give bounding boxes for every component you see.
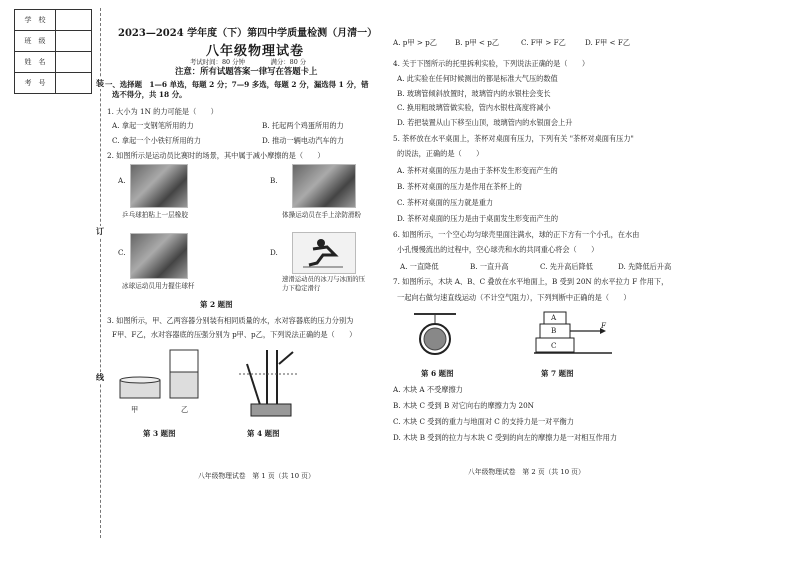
q3-option: D. F甲 < F乙 [585,38,631,47]
q4-option: B. 玻璃管倾斜放置时，玻璃管内的水银柱会变长 [397,89,551,98]
q7-option: D. 木块 B 受到的拉力与木块 C 受到的向左的摩擦力是一对相互作用力 [393,433,618,442]
q6-option: C. 先升高后降低 [540,262,593,271]
q6-sphere-figure [410,306,460,358]
q2-stem: 2. 如图所示是运动员比赛时的场景，其中属于减小摩擦的是（ ） [107,151,325,160]
q6-option: A. 一直降低 [400,262,439,271]
q7-option: B. 木块 C 受到 B 对它向右的摩擦力为 20N [393,401,534,410]
q2-letter: B. [270,176,278,185]
q5-option: A. 茶杯对桌面的压力是由于茶杯发生形变而产生的 [397,166,558,175]
q1-stem: 1. 大小为 1N 的力可能是（ ） [107,107,218,116]
q2-caption: 冰球运动员用力握住球杆 [122,282,195,290]
q1-option: A. 拿起一支钢笔所用的力 [112,121,194,130]
q7-figure-caption: 第 7 题图 [541,369,574,378]
q7-stem: 一起向右做匀速直线运动（不计空气阻力），下列判断中正确的是（ ） [397,293,631,302]
q2-photo-c [130,233,188,279]
q6-option: D. 先降低后升高 [618,262,672,271]
binding-char: 订 [96,226,104,236]
q4-torricelli-figure [237,344,307,420]
q1-option: D. 推动一辆电动汽车的力 [262,136,344,145]
exam-meta: 考试时间：80 分钟 满分：80 分 [190,58,307,66]
torricelli-apparatus-icon [237,344,307,420]
q4-stem: 4. 关于下图所示的托里拆利实验，下列说法正确的是（ ） [393,59,590,68]
q3-stem: 3. 如图所示，甲、乙两容器分别装有相同质量的水，水对容器底的压力分别为 [107,316,354,325]
q1-option: B. 托起两个鸡蛋所用的力 [262,121,344,130]
q5-option: D. 茶杯对桌面的压力是由于桌面发生形变而产生的 [397,214,559,223]
exam-title: 2023—2024 学年度（下）第四中学质量检测（月清一） [118,28,378,39]
student-info-table [14,9,92,94]
info-label: 班 级 [15,31,56,52]
section1-instructions: 一、选择题 1—6 单选，每题 2 分；7—9 多选，每题 2 分，漏选得 1 分，错 [105,80,369,89]
skater-icon [293,233,355,273]
info-field[interactable] [56,73,92,94]
page-footer-left: 八年级物理试卷 第 1 页（共 10 页） [198,472,315,480]
block-label: A [551,313,557,322]
binding-char: 装 [96,78,104,88]
q7-option: C. 木块 C 受到的重力与地面对 C 的支持力是一对平衡力 [393,417,574,426]
q2-caption: 速滑运动员的冰刀与冰面的压力下稳定滑行 [282,275,366,292]
q2-figure-caption: 第 2 题图 [200,300,233,309]
container-label: 乙 [181,405,189,414]
info-field[interactable] [56,52,92,73]
q2-photo-d [292,232,356,274]
info-label: 考 号 [15,73,56,94]
q2-letter: C. [118,248,126,257]
page-footer-right: 八年级物理试卷 第 2 页（共 10 页） [468,468,585,476]
info-field[interactable] [56,31,92,52]
section1-instructions: 选不得分，共 18 分。 [112,90,187,99]
block-label: C [551,341,557,350]
q2-caption: 体操运动员在手上涂防滑粉 [282,211,362,219]
q2-caption: 乒乓球拍粘上一层橡胶 [122,211,188,219]
q3-option: C. F甲 > F乙 [521,38,566,47]
info-label: 学 校 [15,10,56,31]
info-label: 姓 名 [15,52,56,73]
stacked-blocks-icon [534,306,614,358]
container-label: 甲 [131,405,139,414]
q4-figure-caption: 第 4 题图 [247,429,280,438]
q1-option: C. 拿起一个小铁钉所用的力 [112,136,201,145]
q3-option: B. p甲 < p乙 [455,38,500,47]
q2-letter: D. [270,248,278,257]
exam-notice: 注意：所有试题答案一律写在答题卡上 [175,66,318,76]
q6-stem: 6. 如图所示，一个空心均匀球壳里面注满水，球的正下方有一个小孔，在水由 [393,230,640,239]
q3-stem: F甲、F乙，水对容器底的压强分别为 p甲、p乙，下列说法正确的是（ ） [112,330,357,339]
q6-figure-caption: 第 6 题图 [421,369,454,378]
q3-option: A. p甲 > p乙 [393,38,437,47]
q6-option: B. 一直升高 [470,262,509,271]
q3-figure-caption: 第 3 题图 [143,429,176,438]
q2-photo-a [130,164,188,208]
q7-stem: 7. 如图所示，木块 A、B、C 叠放在水平地面上，B 受到 20N 的水平拉力 F 作用下， [393,277,669,286]
q7-blocks-figure [534,306,614,358]
q4-option: A. 此实验在任何时候测出的都是标准大气压的数值 [397,74,558,83]
q2-photo-b [292,164,356,208]
binding-char: 线 [96,372,104,382]
q5-option: C. 茶杯对桌面的压力就是重力 [397,198,494,207]
q5-stem: 5. 茶杯放在水平桌面上，茶杯对桌面有压力，下列有关 "茶杯对桌面有压力" [393,134,634,143]
q6-stem: 小孔慢慢流出的过程中，空心球壳和水的共同重心将会（ ） [397,245,599,254]
hollow-sphere-icon [410,306,460,358]
q2-letter: A. [118,176,126,185]
exam-subtitle: 八年级物理试卷 [206,44,305,59]
force-label: F [601,321,606,330]
q4-option: D. 若把装置从山下移至山顶，玻璃管内的水银面会上升 [397,118,573,127]
info-field[interactable] [56,10,92,31]
q4-option: C. 换用粗玻璃管做实验，管内水银柱高度将减小 [397,103,551,112]
block-label: B [551,326,557,335]
q5-stem: 的说法，正确的是（ ） [397,149,484,158]
q7-option: A. 木块 A 不受摩擦力 [393,385,463,394]
q5-option: B. 茶杯对桌面的压力是作用在茶杯上的 [397,182,522,191]
